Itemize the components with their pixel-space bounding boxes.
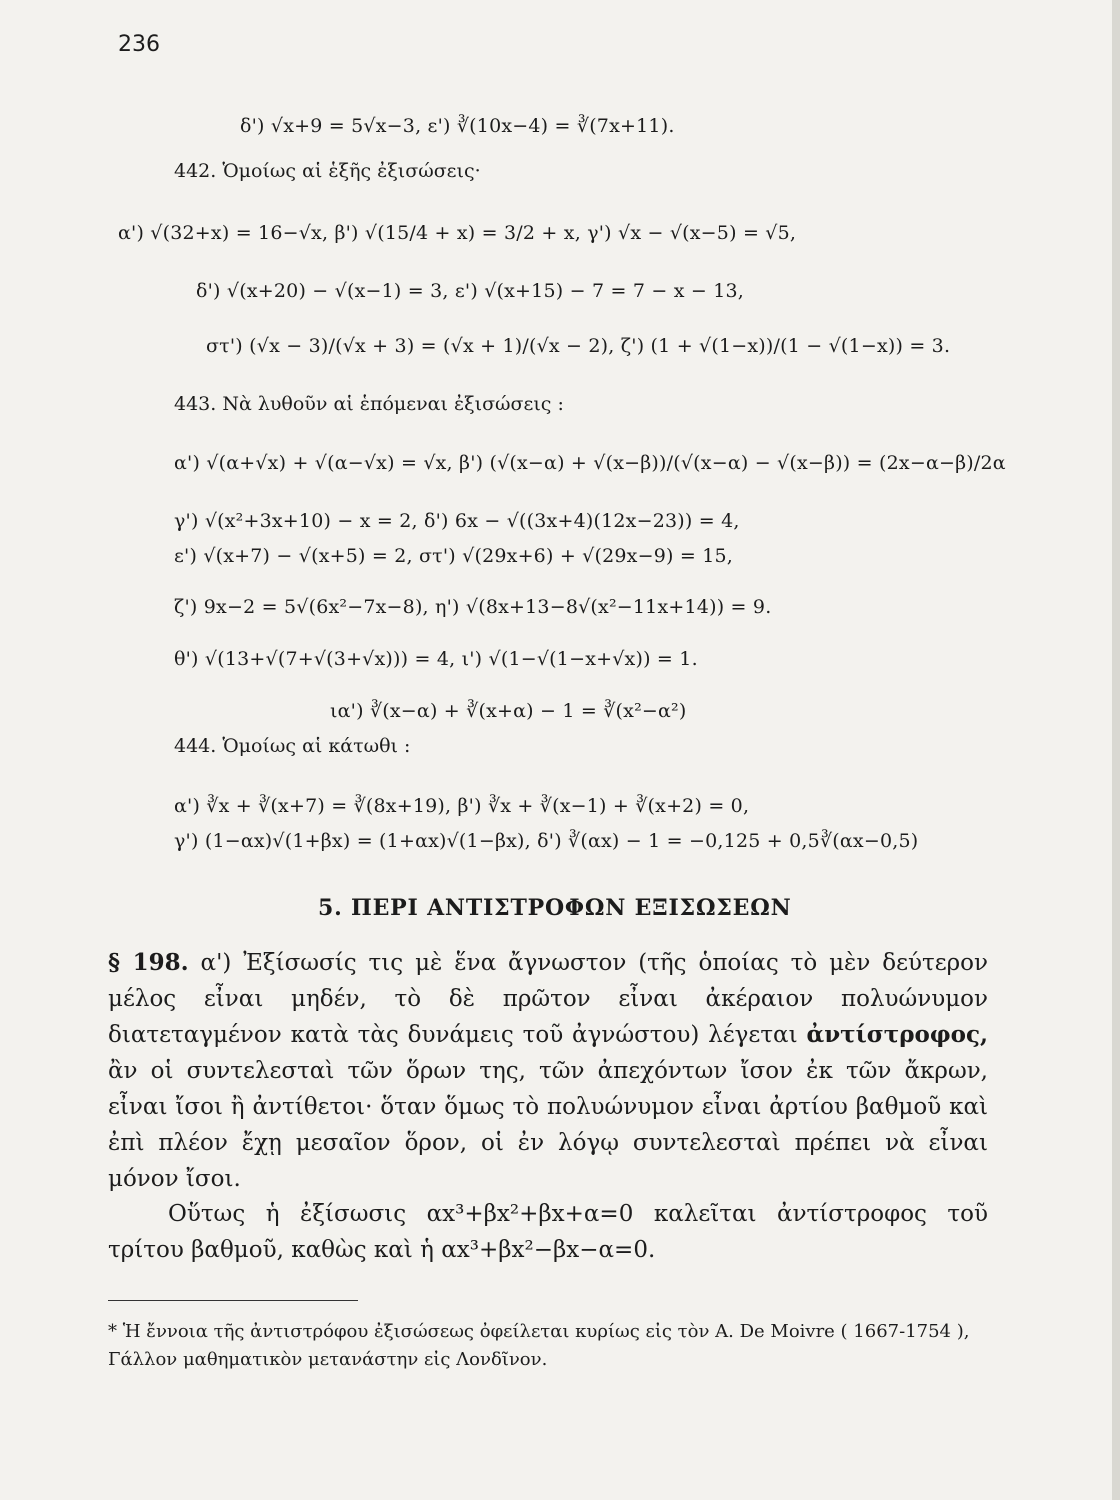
paragraph-text-a: α') Ἐξίσωσίς τις μὲ ἕνα ἄγνωστον (τῆς ὁποίας τὸ μὲν δεύτερον μέλος εἶναι μηδέν, τὸ δὲ πρῶτον εἶναι ἀκέραιον πολυώνυμον διατεταγμένον κατὰ τὰς δυνάμεις τοῦ ἀγνώστου) λέγεται bbox=[108, 950, 988, 1048]
footnote-divider bbox=[108, 1300, 358, 1301]
exercise-443-line-2: γ') √(x²+3x+10) − x = 2, δ') 6x − √((3x+4)(12x−23)) = 4, bbox=[174, 510, 740, 532]
exercise-443-line-5: θ') √(13+√(7+√(3+√x))) = 4, ι') √(1−√(1−x+√x)) = 1. bbox=[174, 648, 698, 670]
footnote: * Ἡ ἔννοια τῆς ἀντιστρόφου ἐξισώσεως ὀφείλεται κυρίως εἰς τὸν A. De Moivre ( 1667-1754 ), Γάλλον μαθηματικὸν μετανάστην εἰς Λονδῖνον. bbox=[108, 1321, 970, 1370]
exercise-444-line-2: γ') (1−αx)√(1+βx) = (1+αx)√(1−βx), δ') ∛(αx) − 1 = −0,125 + 0,5∛(αx−0,5) bbox=[174, 830, 919, 852]
paragraph-text-b: ἂν οἱ συντελεσταὶ τῶν ὅρων της, τῶν ἀπεχόντων ἴσον ἐκ τῶν ἄκρων, εἶναι ἴσοι ἢ ἀντίθετοι· ὅταν ὅμως τὸ πολυώνυμον εἶναι ἀρτίου βαθμοῦ καὶ ἐπὶ πλέον ἔχῃ μεσαῖον ὅρον, οἱ ἐν λόγῳ συντελεσταὶ πρέπει νὰ εἶναι μόνον ἴσοι. bbox=[108, 1058, 988, 1192]
exercise-443-line-6: ια') ∛(x−α) + ∛(x+α) − 1 = ∛(x²−α²) bbox=[330, 700, 687, 722]
page-number: 236 bbox=[118, 32, 160, 57]
exercise-443-line-3: ε') √(x+7) − √(x+5) = 2, στ') √(29x+6) + √(29x−9) = 15, bbox=[174, 545, 734, 567]
defined-term: ἀντίστροφος, bbox=[806, 1021, 988, 1048]
exercise-443-line-4: ζ') 9x−2 = 5√(6x²−7x−8), η') √(8x+13−8√(x²−11x+14)) = 9. bbox=[174, 596, 772, 618]
page-edge-shadow bbox=[1112, 0, 1120, 1500]
exercise-441-line: δ') √x+9 = 5√x−3, ε') ∛(10x−4) = ∛(7x+11). bbox=[240, 115, 675, 137]
paragraph-198 bbox=[108, 945, 988, 1197]
exercise-443-heading: 443. Νὰ λυθοῦν αἱ ἑπόμεναι ἐξισώσεις : bbox=[174, 393, 564, 415]
exercise-444-line-1: α') ∛x + ∛(x+7) = ∛(8x+19), β') ∛x + ∛(x−1) + ∛(x+2) = 0, bbox=[174, 795, 750, 817]
exercise-443-line-1: α') √(α+√x) + √(α−√x) = √x, β') (√(x−α) + √(x−β))/(√(x−α) − √(x−β)) = (2x−α−β)/2α bbox=[174, 452, 1006, 474]
paragraph-lead: § 198. bbox=[108, 949, 189, 976]
section-heading: 5. ΠΕΡΙ ΑΝΤΙΣΤΡΟΦΩΝ ΕΞΙΣΩΣΕΩΝ bbox=[318, 895, 792, 921]
exercise-442-heading: 442. Ὁμοίως αἱ ἑξῆς ἐξισώσεις· bbox=[174, 160, 481, 182]
exercise-444-heading: 444. Ὁμοίως αἱ κάτωθι : bbox=[174, 735, 411, 757]
exercise-442-line-1: α') √(32+x) = 16−√x, β') √(15/4 + x) = 3/2 + x, γ') √x − √(x−5) = √5, bbox=[118, 222, 797, 244]
paragraph-example: Οὕτως ἡ ἐξίσωσις αx³+βx²+βx+α=0 καλεῖται ἀντίστροφος τοῦ τρίτου βαθμοῦ, καθὼς καὶ ἡ αx³+βx²−βx−α=0. bbox=[108, 1201, 988, 1263]
exercise-442-line-2: δ') √(x+20) − √(x−1) = 3, ε') √(x+15) − 7 = 7 − x − 13, bbox=[196, 280, 745, 302]
exercise-442-line-3: στ') (√x − 3)/(√x + 3) = (√x + 1)/(√x − 2), ζ') (1 + √(1−x))/(1 − √(1−x)) = 3. bbox=[206, 335, 951, 357]
